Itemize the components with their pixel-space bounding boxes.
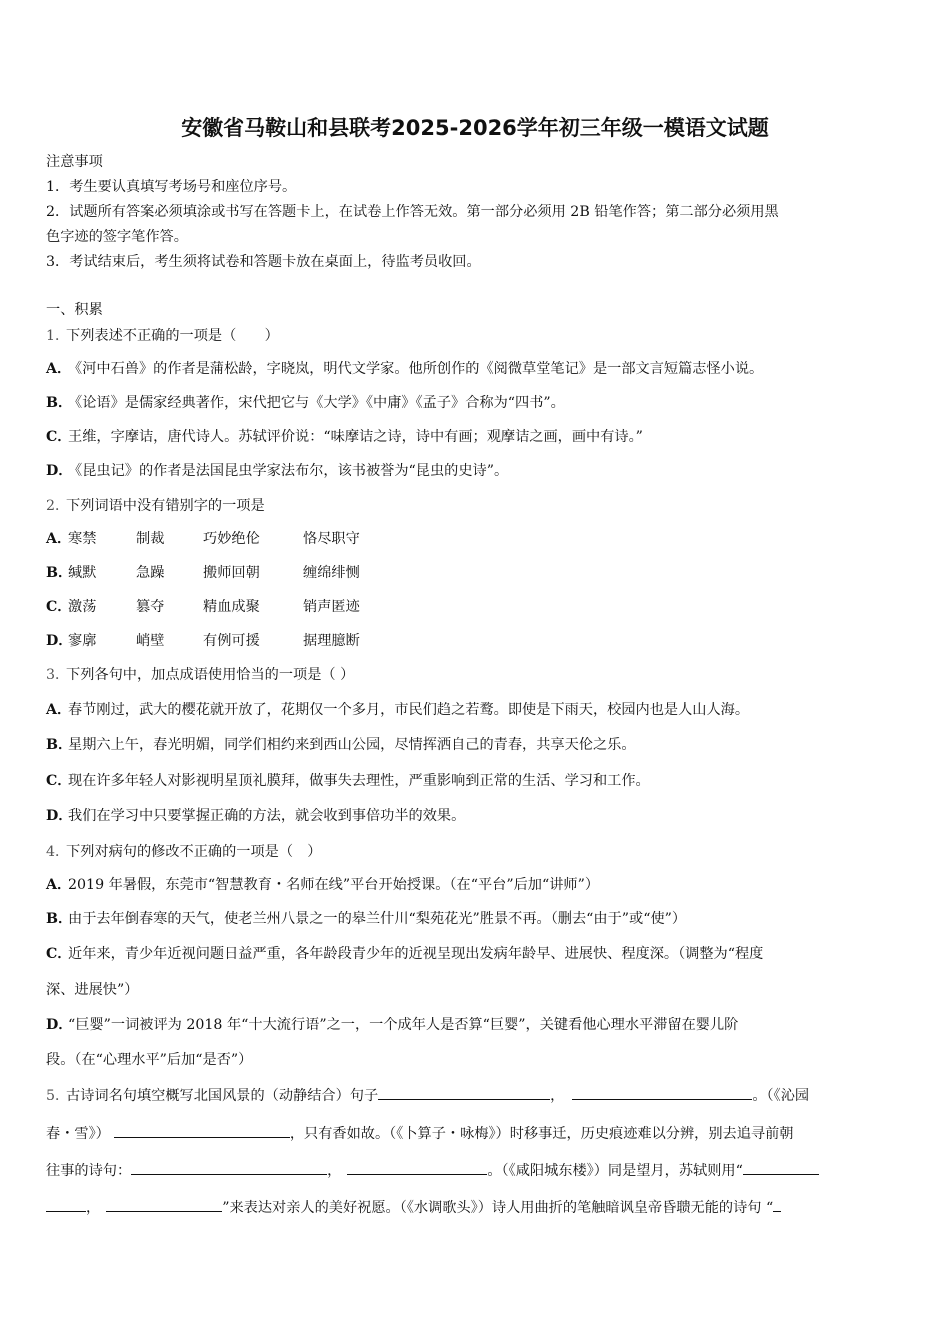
option-letter: B． — [46, 737, 73, 753]
option-letter: A． — [46, 702, 72, 718]
question-3-stem — [46, 665, 354, 685]
notice-item: 色字迹的签字笔作答。 — [46, 229, 188, 245]
question-3-option-c — [46, 771, 650, 791]
option-letter: C． — [46, 599, 72, 615]
option-text: 2019 年暑假，东莞市“智慧教育・名师在线”平台开始授课。（在“平台”后加“讲师”） — [68, 877, 600, 893]
option-word: 有例可援 — [203, 633, 260, 649]
option-letter: A． — [46, 361, 72, 377]
option-word: 急躁 — [136, 565, 165, 581]
answer-blank[interactable] — [131, 1160, 327, 1175]
question-4-option-a — [46, 875, 599, 895]
option-letter: D． — [46, 808, 73, 824]
question-1-option-d — [46, 461, 508, 481]
question-text: 下列表述不正确的一项是（ ） — [66, 328, 279, 344]
option-text: 我们在学习中只要掌握正确的方法，就会收到事倍功半的效果。 — [68, 808, 466, 824]
option-word: 销声匿迹 — [303, 599, 360, 615]
question-3-option-d — [46, 806, 465, 826]
question-number: 5． — [46, 1088, 70, 1104]
notice-item: 1．考生要认真填写考场号和座位序号。 — [46, 179, 297, 195]
question-4-option-d — [46, 1015, 738, 1035]
option-word: 缠绵绯恻 — [303, 565, 360, 581]
question-number: 1． — [46, 328, 70, 344]
option-letter: A． — [46, 531, 72, 547]
question-number: 4． — [46, 844, 70, 860]
option-text: 《昆虫记》的作者是法国昆虫学家法布尔，该书被誉为“昆虫的史诗”。 — [68, 463, 509, 479]
question-5-line-4 — [46, 1197, 781, 1218]
section-heading: 一、积累 — [46, 302, 103, 318]
option-text: 春节刚过，武大的樱花就开放了，花期仅一个多月，市民们趋之若鹜。即使是下雨天，校园内也是人山人海。 — [68, 702, 750, 718]
option-word: 恪尽职守 — [303, 531, 360, 547]
question-text: 。（《咸阳城东楼》）同是望月，苏轼则用“ — [487, 1163, 743, 1179]
page-title: 安徽省马鞍山和县联考2025-2026学年初三年级一模语文试题 — [181, 116, 769, 140]
option-letter: C． — [46, 946, 72, 962]
option-letter: A． — [46, 877, 72, 893]
question-text: 下列词语中没有错别字的一项是 — [66, 498, 265, 514]
option-text: 《河中石兽》的作者是蒲松龄，字晓岚，明代文学家。他所创作的《阅微草堂笔记》是一部文言短篇志怪小说。 — [68, 361, 764, 377]
option-word: 峭壁 — [136, 633, 165, 649]
question-text: 。（《沁园 — [752, 1088, 810, 1104]
question-1-stem — [46, 326, 279, 346]
option-word: 搬师回朝 — [203, 565, 260, 581]
option-letter: C． — [46, 429, 72, 445]
option-letter: B． — [46, 395, 73, 411]
question-2-option-d — [46, 631, 360, 651]
question-3-option-b — [46, 735, 636, 755]
question-2-option-c — [46, 597, 360, 617]
question-3-option-a — [46, 700, 749, 720]
question-1-option-a — [46, 359, 763, 379]
question-2-option-a — [46, 529, 360, 549]
question-1-option-c — [46, 427, 643, 447]
option-letter: D． — [46, 633, 73, 649]
option-text: 王维，字摩诘，唐代诗人。苏轼评价说：“味摩诘之诗，诗中有画；观摩诘之画，画中有诗。” — [68, 429, 643, 445]
option-text: 近年来，青少年近视问题日益严重，各年龄段青少年的近视呈现出发病年龄早、进展快、程度深。（调整为“程度 — [68, 946, 764, 962]
notice-heading: 注意事项 — [46, 154, 103, 170]
question-text: ， — [327, 1163, 342, 1179]
option-text: 星期六上午，春光明媚，同学们相约来到西山公园，尽情挥洒自己的青春，共享天伦之乐。 — [68, 737, 636, 753]
option-word: 缄默 — [68, 565, 97, 581]
question-5-line-1 — [46, 1085, 809, 1106]
notice-item: 3．考试结束后，考生须将试卷和答题卡放在桌面上，待监考员收回。 — [46, 254, 481, 270]
answer-blank[interactable] — [46, 1197, 86, 1212]
option-word: 激荡 — [68, 599, 97, 615]
answer-blank[interactable] — [106, 1197, 222, 1212]
option-letter: D． — [46, 463, 73, 479]
question-text: ，只有香如故。（《卜算子・咏梅》）时移事迁，历史痕迹难以分辨，别去追寻前朝 — [289, 1126, 794, 1142]
answer-blank[interactable] — [773, 1197, 781, 1212]
question-text: 下列各句中，加点成语使用恰当的一项是（ ） — [66, 667, 355, 683]
question-5-line-3 — [46, 1160, 819, 1181]
question-text: 往事的诗句： — [46, 1163, 132, 1179]
question-4-option-c — [46, 944, 763, 964]
question-4-option-d-cont: 段。（在“心理水平”后加“是否”） — [46, 1052, 253, 1068]
question-text: ， — [86, 1200, 101, 1216]
answer-blank[interactable] — [572, 1085, 752, 1100]
option-word: 巧妙绝伦 — [203, 531, 260, 547]
option-word: 精血成聚 — [203, 599, 260, 615]
answer-blank[interactable] — [114, 1123, 290, 1138]
option-letter: B． — [46, 911, 73, 927]
option-word: 据理臆断 — [303, 633, 360, 649]
option-letter: C． — [46, 773, 72, 789]
option-word: 制裁 — [136, 531, 165, 547]
answer-blank[interactable] — [347, 1160, 487, 1175]
question-2-option-b — [46, 563, 360, 583]
question-1-option-b — [46, 393, 565, 413]
question-4-stem — [46, 842, 321, 862]
notice-item: 2．试题所有答案必须填涂或书写在答题卡上，在试卷上作答无效。第一部分必须用 2B 铅笔作答；第二部分必须用黑 — [46, 204, 779, 220]
option-word: 寥廓 — [68, 633, 97, 649]
question-5-line-2 — [46, 1123, 793, 1144]
option-word: 篡夺 — [136, 599, 165, 615]
option-text: “巨婴”一词被评为 2018 年“十大流行语”之一，一个成年人是否算“巨婴”，关键看他心理水平滞留在婴儿阶 — [68, 1017, 739, 1033]
answer-blank[interactable] — [743, 1160, 819, 1175]
question-number: 3． — [46, 667, 70, 683]
option-text: 由于去年倒春寒的天气，使老兰州八景之一的皋兰什川“梨苑花光”胜景不再。（删去“由于”或“使”） — [68, 911, 687, 927]
question-text: ， — [550, 1088, 565, 1104]
option-word: 寒禁 — [68, 531, 97, 547]
question-text: 下列对病句的修改不正确的一项是（ ） — [66, 844, 322, 860]
question-text: 古诗词名句填空概写北国风景的（动静结合）句子 — [66, 1088, 379, 1104]
question-number: 2． — [46, 498, 70, 514]
question-2-stem — [46, 496, 265, 516]
question-4-option-b — [46, 909, 686, 929]
option-letter: B． — [46, 565, 73, 581]
question-text: ”来表达对亲人的美好祝愿。（《水调歌头》）诗人用曲折的笔触暗讽皇帝昏聩无能的诗句 “ — [222, 1200, 774, 1216]
option-text: 现在许多年轻人对影视明星顶礼膜拜，做事失去理性，严重影响到正常的生活、学习和工作。 — [68, 773, 650, 789]
option-letter: D． — [46, 1017, 73, 1033]
question-4-option-c-cont: 深、进展快”） — [46, 982, 139, 998]
option-text: 《论语》是儒家经典著作，宋代把它与《大学》《中庸》《孟子》合称为“四书”。 — [68, 395, 565, 411]
question-text: 春・雪》） — [46, 1126, 110, 1142]
answer-blank[interactable] — [378, 1085, 550, 1100]
